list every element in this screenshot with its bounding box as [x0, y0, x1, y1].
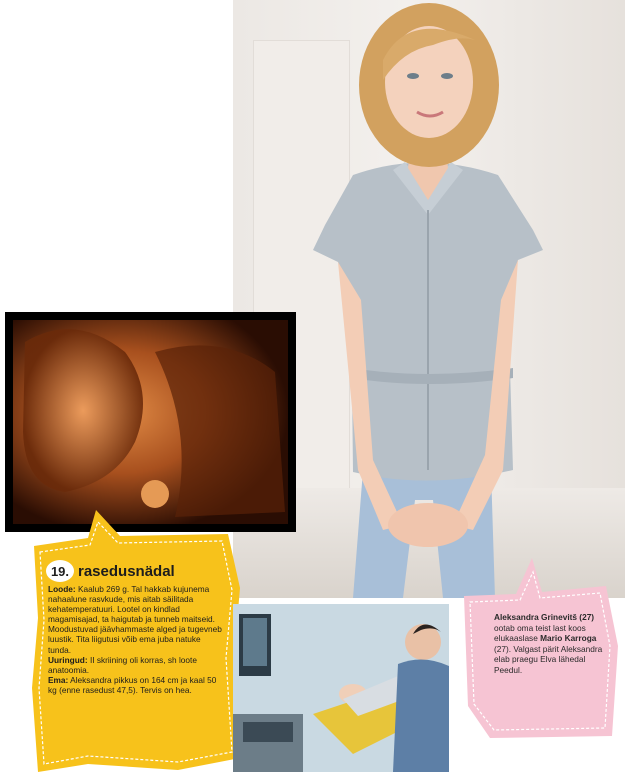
person-text-1: ootab oma teist last koos elukaaslase	[494, 622, 586, 644]
week-heading-text: rasedusnädal	[78, 562, 175, 580]
fetus-text: Kaalub 269 g. Tal hakkab kujunema nahaalune rasvkude, mis aitab säilitada kehatemperatuuri. Lootel on kindlad magamisajad, ta haigutab ja tunneb maitseid. Moodustuvad jäävhammaste alged ja tugevneb luustik. Tita liigutusi võib ema juba natuke tunda.	[48, 584, 222, 655]
week-info-callout	[28, 508, 242, 776]
person-info-text	[494, 612, 614, 676]
person-name: Aleksandra Grinevitš (27)	[494, 612, 595, 622]
exams-text: II skriining oli korras, sh loote anatoomia.	[48, 654, 197, 675]
fetus-label: Loode:	[48, 584, 76, 594]
ultrasound-image	[5, 312, 296, 532]
person-info-callout	[460, 556, 622, 742]
week-number-badge: 19.	[46, 560, 74, 582]
week-heading	[46, 560, 175, 582]
partner-name: Mario Karroga	[540, 633, 597, 644]
person-text-2: (27). Valgast pärit Aleksandra elab praegu Elva lähedal Peedul.	[494, 643, 603, 675]
exams-label: Uuringud:	[48, 654, 88, 665]
mother-label: Ema:	[48, 674, 69, 685]
week-info-text	[48, 584, 226, 695]
mother-text: Aleksandra pikkus on 164 cm ja kaal 50 kg (enne rasedust 47,5). Tervis on hea.	[48, 674, 217, 695]
clinic-ultrasound-photo	[233, 604, 449, 772]
